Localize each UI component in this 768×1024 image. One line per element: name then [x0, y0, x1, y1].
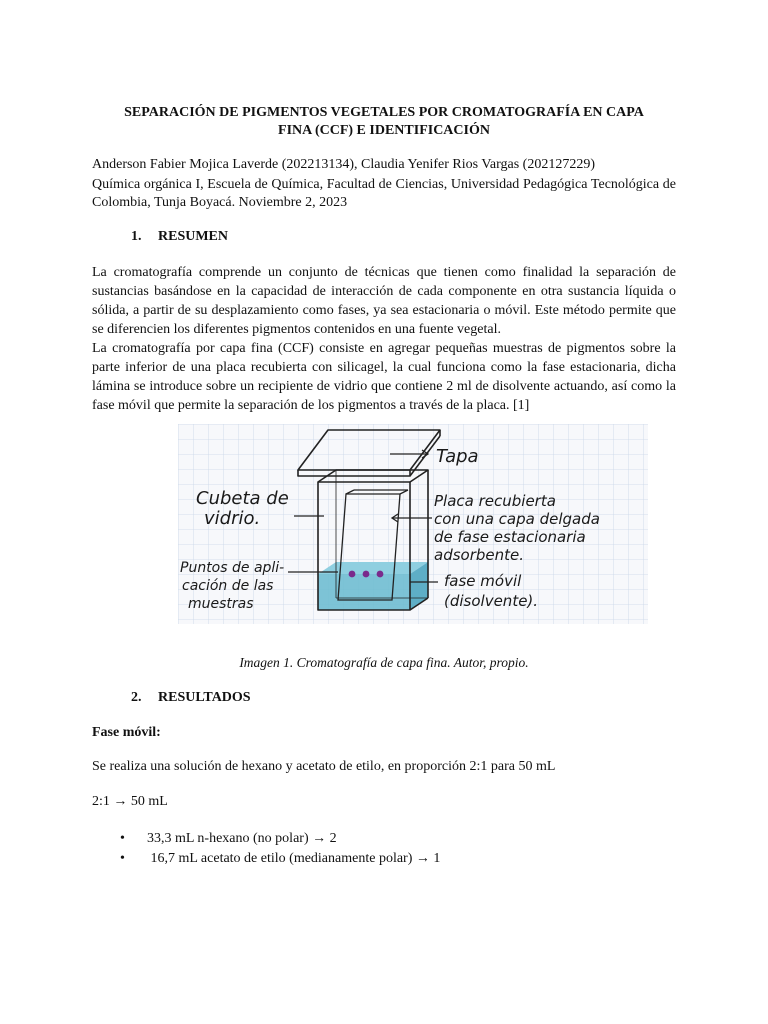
label-tapa: Tapa — [436, 446, 479, 467]
label-placa-4: adsorbente. — [434, 546, 525, 564]
tlc-diagram-figure — [178, 424, 703, 624]
section-2-title: RESULTADOS — [158, 690, 251, 705]
section-1-number: 1. — [131, 229, 142, 244]
section-1-heading — [131, 229, 228, 245]
subheading-fase-movil: Fase móvil: — [92, 725, 161, 740]
section-1-title: RESUMEN — [158, 229, 229, 244]
bullet-icon: • — [120, 851, 125, 866]
section-2-number: 2. — [131, 690, 142, 705]
bullet-list — [92, 829, 676, 869]
label-fase-1: fase móvil — [444, 572, 522, 590]
label-fase-2: (disolvente). — [444, 592, 539, 610]
solution-sentence: Se realiza una solución de hexano y acetato de etilo, en proporción 2:1 para 50 mL — [92, 759, 556, 774]
authors: Anderson Fabier Mojica Laverde (202213134), Claudia Yenifer Rios Vargas (202127229) — [92, 157, 596, 172]
list-item — [92, 849, 676, 869]
solvent-front — [318, 574, 410, 610]
figure-caption: Imagen 1. Cromatografía de capa fina. Autor, propio. — [239, 655, 529, 670]
sample-dot — [377, 571, 384, 578]
paragraph-2: La cromatografía por capa fina (CCF) consiste en agregar pequeñas muestras de pigmentos sobre la parte inferior de una placa recubierta con silicagel, la cual funciona como la fase estacionaria, dicha lámina se introduce sobre un recipiente de vidrio que contiene 2 ml de disolvente actuando, así como la fase móvil que permite la separación de los pigmentos a través de la placa. [1] — [92, 341, 676, 413]
title-line-1: SEPARACIÓN DE PIGMENTOS VEGETALES POR CROMATOGRAFÍA EN CAPA — [124, 105, 644, 120]
label-puntos-2: cación de las — [182, 578, 274, 594]
label-placa-3: de fase estacionaria — [434, 528, 586, 546]
sample-dots — [349, 571, 384, 578]
label-cubeta-1: Cubeta de — [196, 488, 289, 509]
label-cubeta-2: vidrio. — [204, 508, 261, 529]
list-item — [92, 829, 676, 849]
tlc-diagram — [178, 424, 648, 624]
list-item-text: 33,3 mL n-hexano (no polar) → 2 — [147, 831, 337, 846]
sample-dot — [349, 571, 356, 578]
title-line-2: FINA (CCF) E IDENTIFICACIÓN — [278, 123, 490, 138]
label-puntos-3: muestras — [188, 596, 254, 612]
document-title — [92, 104, 676, 140]
label-placa-2: con una capa delgada — [434, 510, 600, 528]
label-puntos-1: Puntos de apli- — [180, 560, 285, 576]
bullet-icon: • — [120, 831, 125, 846]
sample-dot — [363, 571, 370, 578]
affiliation: Química orgánica I, Escuela de Química, Facultad de Ciencias, Universidad Pedagógica Tecnológica de Colombia, Tunja Boyacá. Noviembre 2, 2023 — [92, 177, 676, 210]
ratio-line: 2:1 → 50 mL — [92, 794, 168, 809]
paragraph-1: La cromatografía comprende un conjunto de técnicas que tienen como finalidad la separación de sustancias basándose en la capacidad de interacción de cada componente en otra sustancia líquida o sólida, a partir de su desplazamiento como fases, ya sea estacionaria o móvil. Este método permite que se diferencien los diferentes pigmentos contenidos en una fuente vegetal. — [92, 265, 676, 337]
label-placa-1: Placa recubierta — [434, 492, 556, 510]
section-2-heading — [131, 690, 251, 706]
list-item-text: 16,7 mL acetato de etilo (medianamente polar) → 1 — [147, 851, 441, 866]
